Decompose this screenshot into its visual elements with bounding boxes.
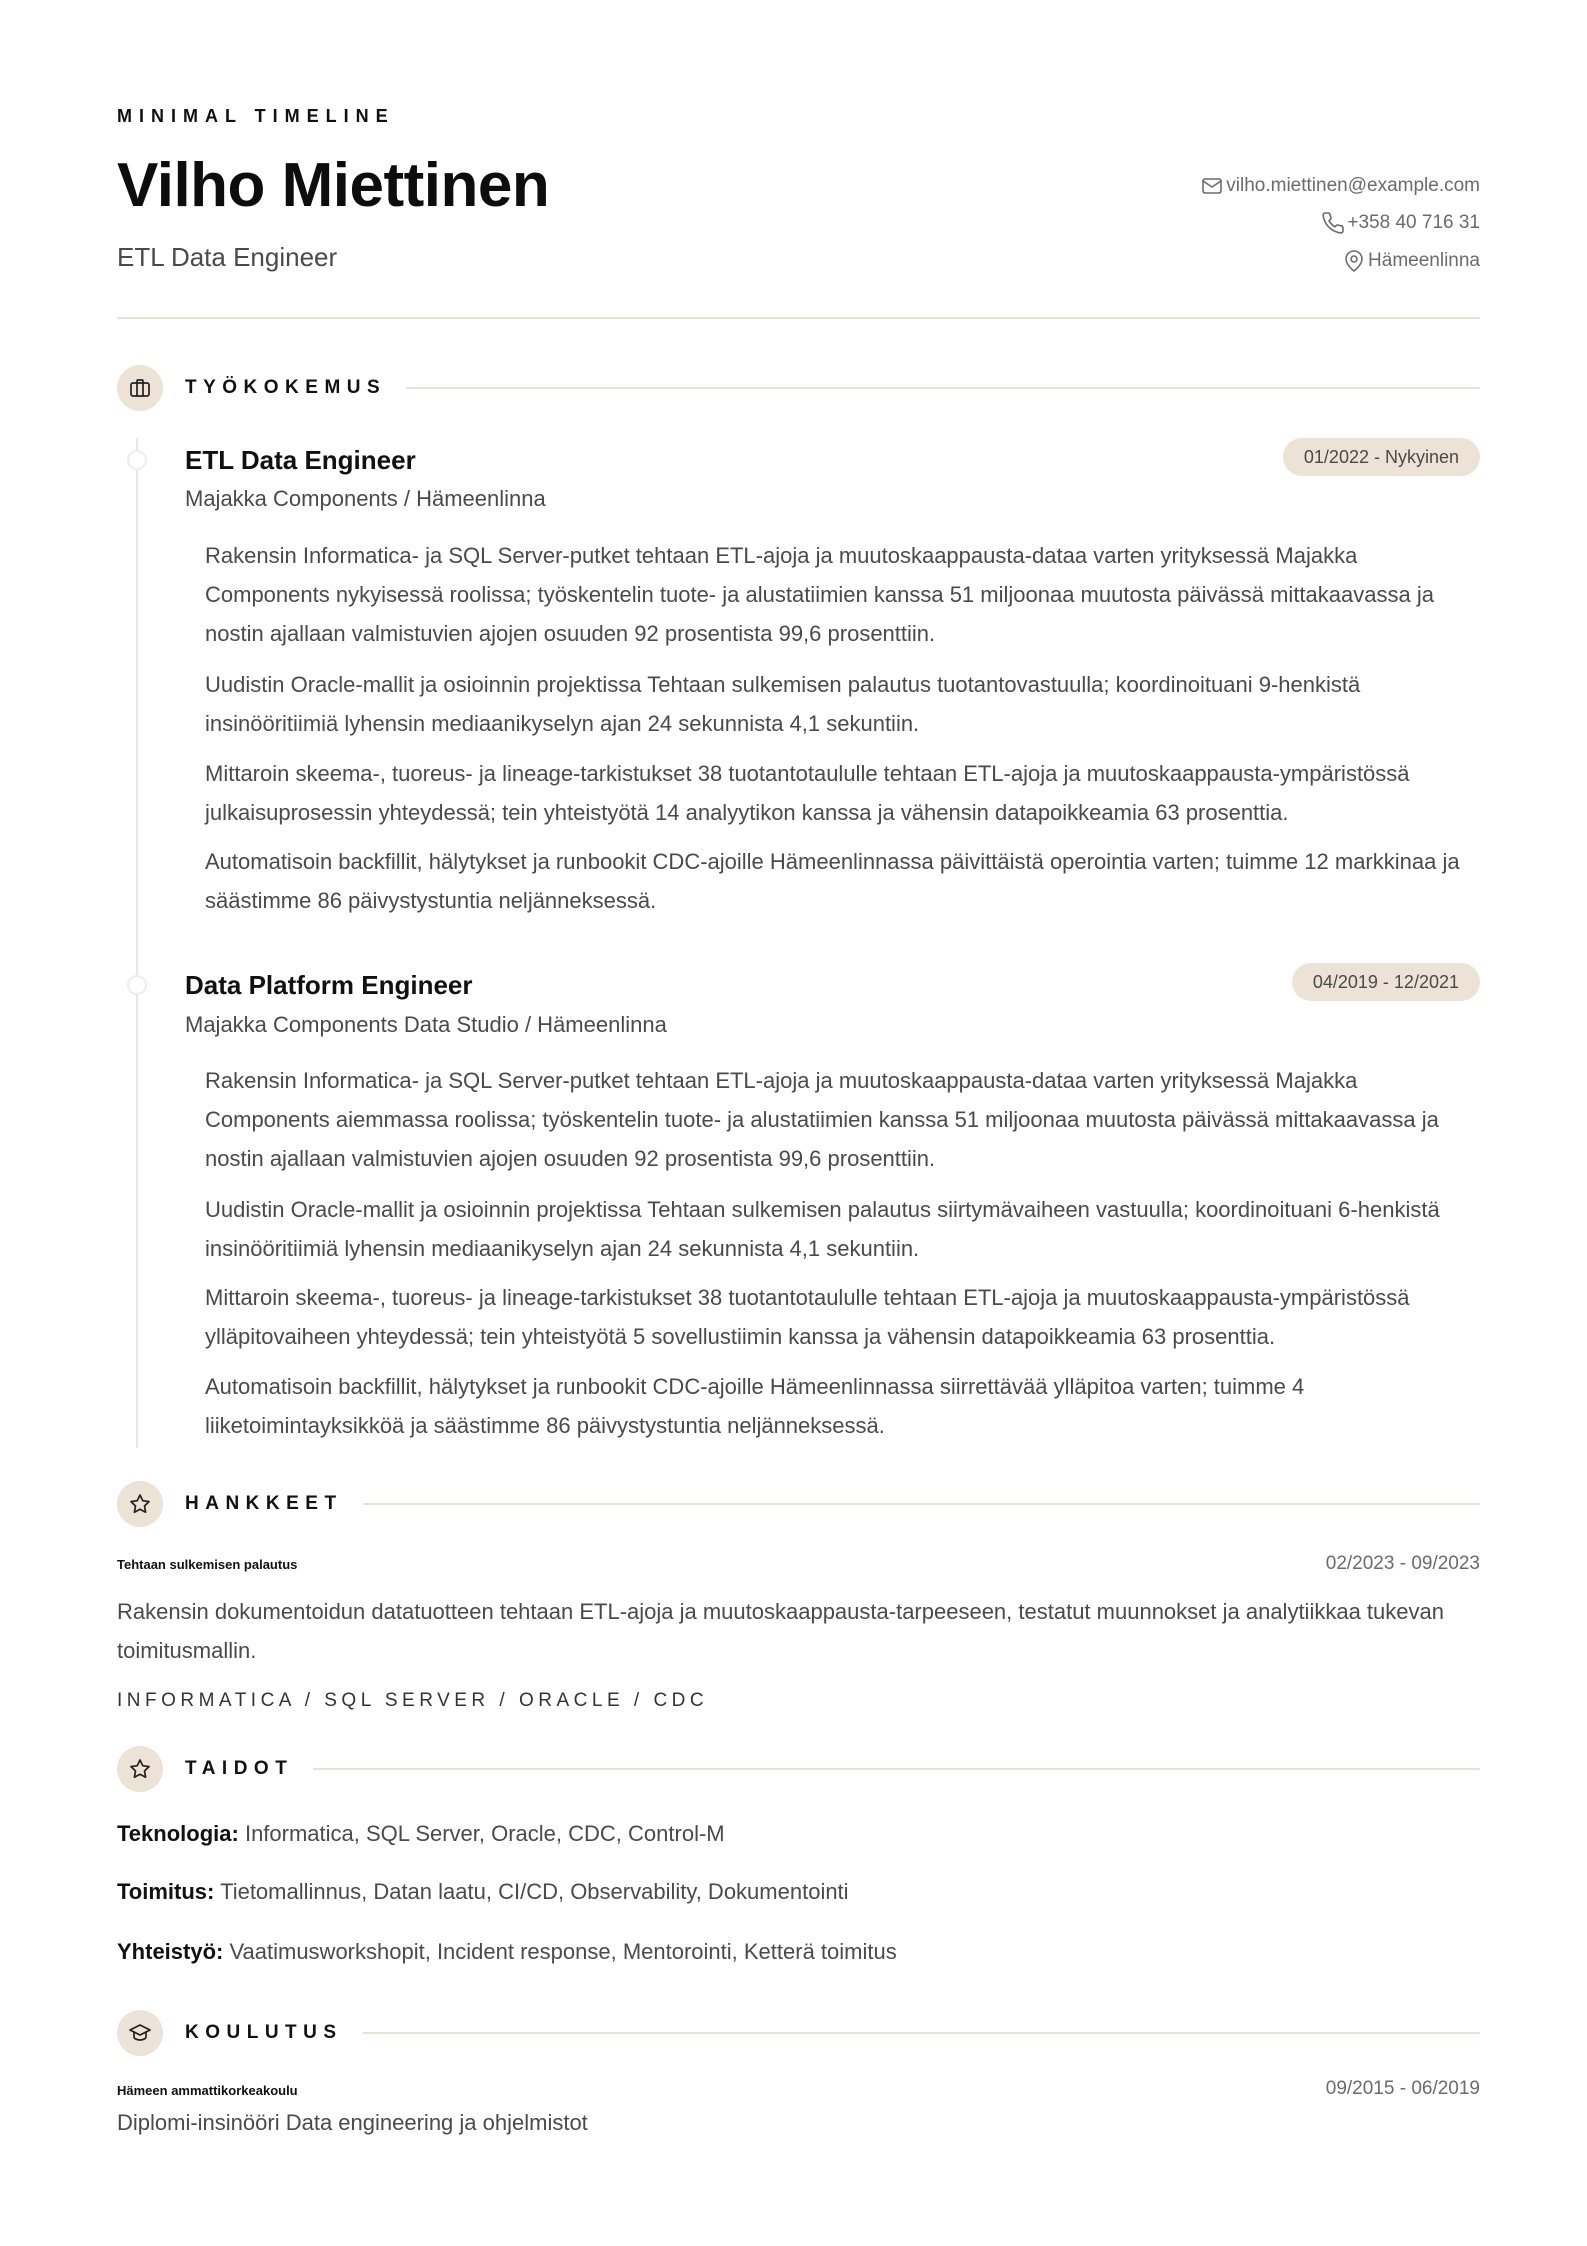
section-title: HANKKEET <box>185 1493 343 1514</box>
project-tags: INFORMATICA / SQL SERVER / ORACLE / CDC <box>117 1690 709 1711</box>
section-divider <box>363 1503 1480 1505</box>
section-title: TYÖKOKEMUS <box>185 377 387 398</box>
job-title: ETL Data Engineer <box>185 445 416 475</box>
skill-label: Teknologia: <box>117 1821 239 1846</box>
skill-label: Toimitus: <box>117 1879 215 1904</box>
timeline-line <box>136 438 138 1448</box>
section-title: KOULUTUS <box>185 2022 343 2043</box>
contact-email-text: vilho.miettinen@example.com <box>1226 175 1480 196</box>
project-dates: 02/2023 - 09/2023 <box>1325 1553 1480 1574</box>
contact-phone-text: +358 40 716 31 <box>1347 212 1480 233</box>
skill-group <box>117 1939 897 1965</box>
job-company: Majakka Components / Hämeenlinna <box>185 486 546 511</box>
section-skills-heading <box>117 1745 1480 1793</box>
section-divider <box>313 1768 1480 1770</box>
job-bullet: Automatisoin backfillit, hälytykset ja runbookit CDC-ajoille Hämeenlinnassa päivittäistä operointia varten; tuimme 12 markkinaa ja säästimme 86 päivystystuntia neljänneksessä. <box>205 849 1460 913</box>
job-date-badge: 01/2022 - Nykyinen <box>1283 438 1480 476</box>
job-bullet: Uudistin Oracle-mallit ja osioinnin projektissa Tehtaan sulkemisen palautus tuotantovastuulla; koordinoituani 9-henkistä insinööritiimiä lyhensin mediaanikyselyn ajan 24 sekunnista 4,1 sekuntiin. <box>205 672 1361 736</box>
project-title: Tehtaan sulkemisen palautus <box>117 1557 298 1572</box>
job-date-badge: 04/2019 - 12/2021 <box>1292 963 1480 1001</box>
graduation-cap-icon <box>117 2010 163 2056</box>
star-icon <box>117 1481 163 1527</box>
contact-location-text: Hämeenlinna <box>1368 250 1480 271</box>
job-bullet: Mittaroin skeema-, tuoreus- ja lineage-tarkistukset 38 tuotantotaululle tehtaan ETL-ajoja ja muutoskaappausta-ympäristössä julkaisuprosessin yhteydessä; tein yhteistyötä 14 analyytikon kanssa ja vähensin datapoikkeamia 63 prosenttia. <box>205 761 1410 825</box>
job-company: Majakka Components Data Studio / Hämeenlinna <box>185 1012 667 1037</box>
skill-values: Vaatimusworkshopit, Incident response, Mentorointi, Ketterä toimitus <box>229 1939 897 1964</box>
section-experience-heading <box>117 364 1480 412</box>
map-pin-icon <box>1342 249 1366 273</box>
template-eyebrow: MINIMAL TIMELINE <box>117 106 395 126</box>
section-divider <box>363 2032 1480 2034</box>
skill-group <box>117 1821 725 1847</box>
skill-values: Tietomallinnus, Datan laatu, CI/CD, Observability, Dokumentointi <box>220 1879 849 1904</box>
job-bullet: Mittaroin skeema-, tuoreus- ja lineage-tarkistukset 38 tuotantotaululle tehtaan ETL-ajoja ja muutoskaappausta-ympäristössä ylläpitovaiheen yhteydessä; tein yhteistyötä 5 sovellustiimin kanssa ja vähensin datapoikkeamia 63 prosenttia. <box>205 1285 1410 1349</box>
job-title: Data Platform Engineer <box>185 970 473 1000</box>
contact-location <box>1342 249 1480 273</box>
skill-label: Yhteistyö: <box>117 1939 224 1964</box>
candidate-role: ETL Data Engineer <box>117 242 338 272</box>
job-bullet: Uudistin Oracle-mallit ja osioinnin projektissa Tehtaan sulkemisen palautus siirtymävaiheen vastuulla; koordinoituani 6-henkistä insinööritiimiä lyhensin mediaanikyselyn ajan 24 sekunnista 4,1 sekuntiin. <box>205 1197 1440 1261</box>
section-education-heading <box>117 2009 1480 2057</box>
mail-icon <box>1200 174 1224 198</box>
section-projects-heading <box>117 1480 1480 1528</box>
header-divider <box>117 317 1480 319</box>
skill-values: Informatica, SQL Server, Oracle, CDC, Control-M <box>244 1821 725 1846</box>
section-title: TAIDOT <box>185 1758 294 1779</box>
timeline-dot <box>127 450 147 470</box>
contact-phone[interactable] <box>1321 211 1480 235</box>
skill-group <box>117 1879 849 1905</box>
education-school: Hämeen ammattikorkeakoulu <box>117 2083 298 2098</box>
education-degree: Diplomi-insinööri Data engineering ja ohjelmistot <box>117 2110 588 2135</box>
briefcase-icon <box>117 365 163 411</box>
phone-icon <box>1321 211 1345 235</box>
education-dates: 09/2015 - 06/2019 <box>1325 2078 1480 2099</box>
job-bullet: Rakensin Informatica- ja SQL Server-putket tehtaan ETL-ajoja ja muutoskaappausta-dataa varten yrityksessä Majakka Components aiemmassa roolissa; työskentelin tuote- ja alustatiimien kanssa 51 miljoonaa muutosta päivässä mittakaavassa ja nostin ajallaan valmistuvien ajojen osuuden 92 prosentista 99,6 prosenttiin. <box>205 1068 1439 1171</box>
project-description: Rakensin dokumentoidun datatuotteen tehtaan ETL-ajoja ja muutoskaappausta-tarpeeseen, testatut muunnokset ja analytiikkaa tukevan toimitusmallin. <box>117 1599 1444 1663</box>
section-divider <box>406 387 1480 389</box>
contact-email[interactable] <box>1200 174 1480 198</box>
candidate-name: Vilho Miettinen <box>117 151 550 220</box>
job-bullet: Rakensin Informatica- ja SQL Server-putket tehtaan ETL-ajoja ja muutoskaappausta-dataa varten yrityksessä Majakka Components nykyisessä roolissa; työskentelin tuote- ja alustatiimien kanssa 51 miljoonaa muutosta päivässä mittakaavassa ja nostin ajallaan valmistuvien ajojen osuuden 92 prosentista 99,6 prosenttiin. <box>205 543 1434 646</box>
star-icon <box>117 1746 163 1792</box>
job-bullet: Automatisoin backfillit, hälytykset ja runbookit CDC-ajoille Hämeenlinnassa siirrettävää ylläpitoa varten; tuimme 4 liiketoimintayksikköä ja säästimme 86 päivystystuntia neljänneksessä. <box>205 1374 1305 1438</box>
timeline-dot <box>127 975 147 995</box>
